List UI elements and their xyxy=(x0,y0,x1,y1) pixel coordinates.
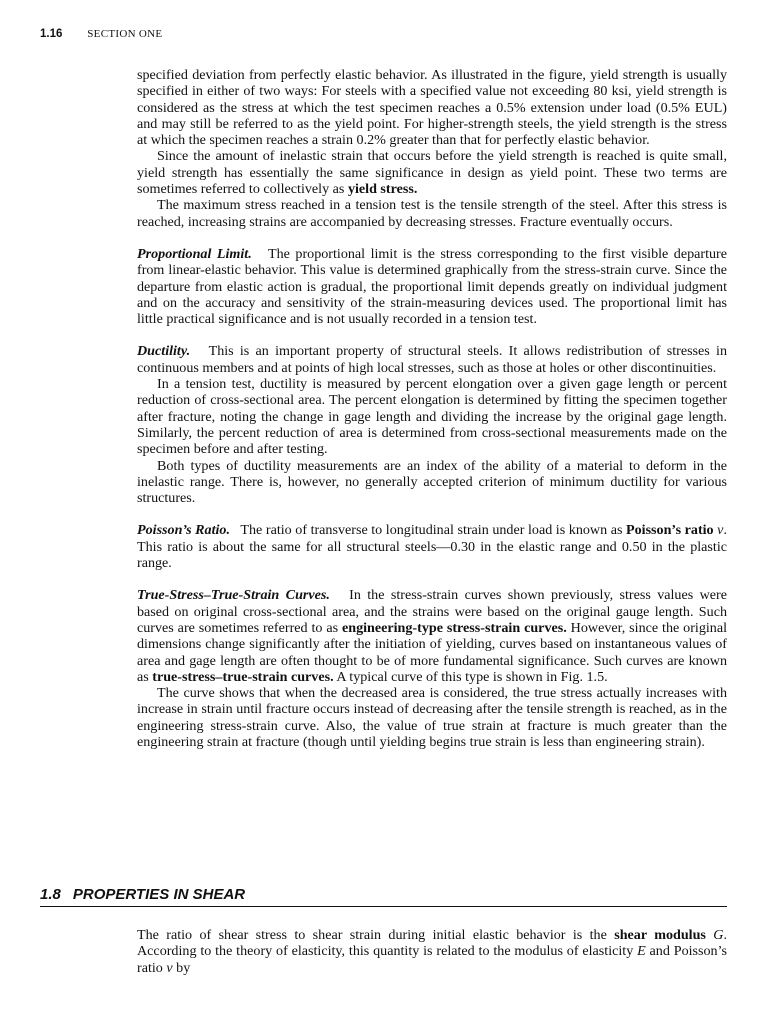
paragraph-tensile-strength: The maximum stress reached in a tension test is the tensile strength of the steel. After this stress is reached, increasing strains are accompanied by decreasing stresses. Fracture eventually occurs. xyxy=(137,197,727,230)
term-poissons-ratio: Poisson’s ratio xyxy=(626,522,714,539)
page-header xyxy=(40,28,162,40)
page-number: 1.16 xyxy=(40,28,63,40)
paragraph-true-stress: True-Stress–True-Strain Curves. In the stress-strain curves shown previously, stress values were based on original cross-sectional area, and the strains were based on the original gauge length. Such curves are sometimes referred to as engineering-type stress-strain curves. However, since the original dimensions change significantly after the initiation of yielding, curves based on instantaneous values of area and gage length are often thought to be of more fundamental significance. Such curves are known as true-stress–true-strain curves. A typical curve of this type is shown in Fig. 1.5. xyxy=(137,587,728,685)
symbol-nu: ν xyxy=(717,522,724,539)
paragraph-true-stress-curve: The curve shows that when the decreased area is considered, the true stress actually increases with increase in strain until fracture occurs instead of decreasing after the tensile strength is reached, as in the engineering stress-strain curve. Also, the value of true strain at fracture is much greater than the engineering strain at fracture (though until yielding begins true strain is less than engineering strain). xyxy=(137,685,727,750)
symbol-g: G xyxy=(713,927,724,943)
section-heading xyxy=(40,886,727,907)
paragraph-ductility: Ductility. This is an important property of structural steels. It allows redistribution of stresses in continuous members and at points of high local stresses, such as those at holes or other discontinuities. xyxy=(137,343,727,376)
runin-heading-ductility: Ductility. xyxy=(137,343,191,360)
paragraph-shear-modulus: The ratio of shear stress to shear strain during initial elastic behavior is the shear modulus G. According to the theory of elasticity, this quantity is related to the modulus of elasticity E and Poisson’s ratio ν by xyxy=(137,927,728,976)
runin-heading-poissons-ratio: Poisson’s Ratio. xyxy=(137,522,230,539)
paragraph-yield-strength: specified deviation from perfectly elastic behavior. As illustrated in the figure, yield strength is usually specified in either of two ways: For steels with a specified value not exceeding 80 ksi, yield strength is considered as the stress at which the test specimen reaches a 0.5% extension under load (0.5% EUL) and may still be referred to as the yield point. For higher-strength steels, the yield strength is the stress at which the specimen reaches a strain 0.2% greater than that for perfectly elastic behavior. xyxy=(137,67,727,149)
running-head: SECTION ONE xyxy=(87,28,163,40)
paragraph-poissons-ratio: Poisson’s Ratio. The ratio of transverse to longitudinal strain under load is known as Poisson’s ratio ν. This ratio is about the same for all structural steels—0.30 in the elastic range and 0.50 in the plastic range. xyxy=(137,522,727,572)
section-number: 1.8 xyxy=(40,886,61,903)
paragraph-ductility-index: Both types of ductility measurements are an index of the ability of a material to deform in the inelastic range. There is, however, no generally accepted criterion of minimum ductility for various structures. xyxy=(137,457,727,507)
term-yield-stress: yield stress. xyxy=(347,181,418,198)
term-true-stress-curves: true-stress–true-strain curves. xyxy=(152,668,334,685)
runin-heading-true-stress: True-Stress–True-Strain Curves. xyxy=(137,587,330,604)
term-engineering-curves: engineering-type stress-strain curves. xyxy=(341,619,567,636)
runin-heading-proportional-limit: Proportional Limit. xyxy=(137,245,252,262)
symbol-e: E xyxy=(637,943,646,960)
term-shear-modulus: shear modulus xyxy=(614,927,706,943)
paragraph-yield-stress: Since the amount of inelastic strain that occurs before the yield strength is reached is quite small, yield strength has essentially the same significance in design as yield point. These two terms are sometimes referred to collectively as yield stress. xyxy=(137,148,727,198)
paragraph-ductility-measure: In a tension test, ductility is measured by percent elongation over a given gage length or percent reduction of cross-sectional area. The percent elongation is determined by fitting the specimen together after fracture, noting the change in gage length and dividing the increase by the original gage length. Similarly, the percent reduction of area is determined from cross-sectional measurements made on the specimen before and after testing. xyxy=(137,376,727,458)
body-text xyxy=(137,67,727,750)
section-title: PROPERTIES IN SHEAR xyxy=(72,886,246,903)
symbol-nu-2: ν xyxy=(166,959,173,976)
body-text-shear xyxy=(137,927,727,976)
paragraph-proportional-limit: Proportional Limit. The proportional limit is the stress corresponding to the first visible departure from linear-elastic behavior. This value is determined graphically from the stress-strain curve. Since the departure from elastic action is gradual, the proportional limit depends greatly on individual judgment and on the accuracy and sensitivity of the strain-measuring devices used. The proportional limit has little practical significance and is not usually recorded in a tension test. xyxy=(137,245,728,328)
